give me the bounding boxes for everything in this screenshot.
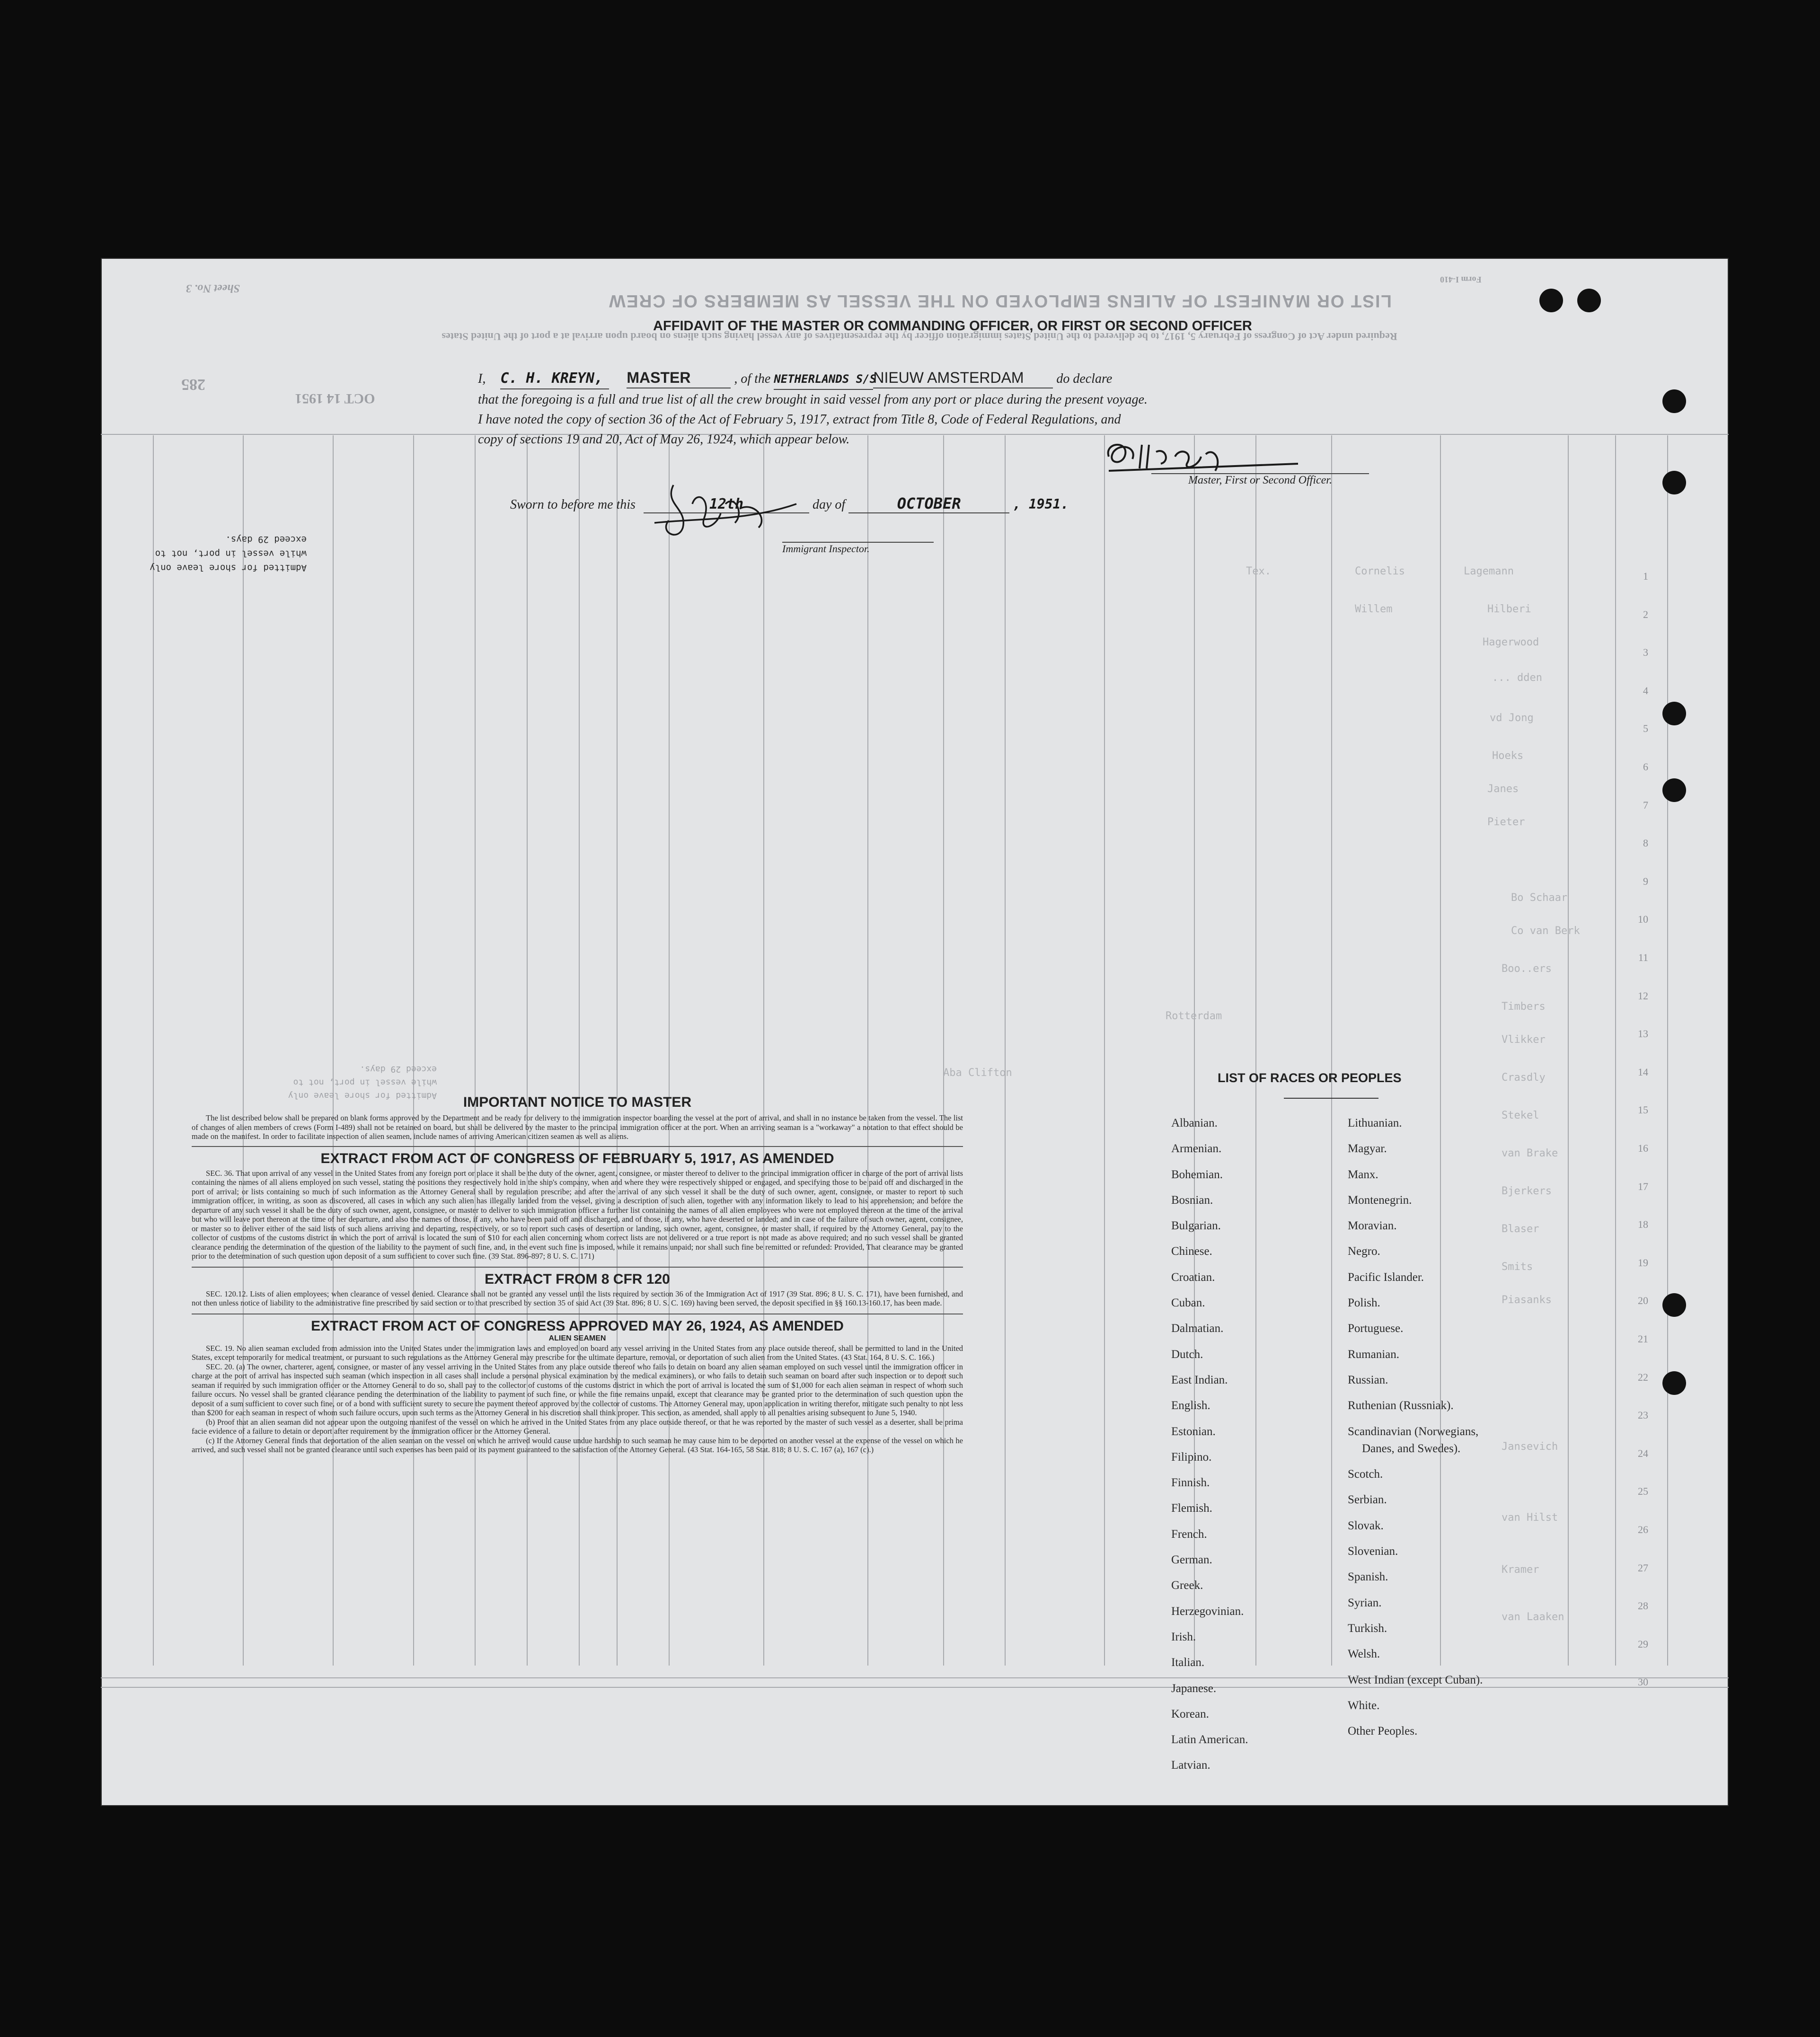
vessel-flag: NETHERLANDS S/S: [774, 369, 873, 390]
race-item: Pacific Islander.: [1348, 1270, 1424, 1284]
race-item: Syrian.: [1348, 1596, 1382, 1609]
ghost-text: Pieter: [1487, 816, 1525, 828]
ghost-text: Crasdly: [1502, 1072, 1546, 1084]
grid-rule: [333, 435, 334, 1666]
ghost-text: Janes: [1487, 783, 1519, 795]
grid-rule: [243, 435, 244, 1666]
extract2-title: EXTRACT FROM 8 CFR 120: [485, 1271, 670, 1287]
race-item: Danes, and Swedes).: [1362, 1442, 1461, 1455]
grid-rule: [475, 435, 476, 1666]
row-number: 8: [1643, 837, 1648, 849]
row-number: 17: [1638, 1180, 1648, 1192]
row-number: 22: [1638, 1371, 1648, 1383]
race-item: Slovenian.: [1348, 1545, 1398, 1558]
race-item: Japanese.: [1171, 1682, 1217, 1695]
race-item: Latin American.: [1171, 1733, 1248, 1746]
race-item: Serbian.: [1348, 1493, 1387, 1507]
ghost-text: Bjerkers: [1502, 1185, 1552, 1197]
ghost-text: ... dden: [1492, 672, 1542, 684]
remarks-stamp-line: Admitted for shore leave only: [150, 563, 307, 573]
race-item: Estonian.: [1171, 1425, 1216, 1438]
row-number: 1: [1643, 570, 1648, 582]
row-number: 29: [1638, 1638, 1648, 1650]
remarks-stamp-line: exceed 29 days.: [360, 1064, 437, 1074]
race-item: Magyar.: [1348, 1142, 1387, 1155]
mirror-stamp-date: OCT 14 1951: [295, 391, 375, 406]
punch-hole: [1662, 702, 1686, 725]
master-name: C. H. KREYN,: [500, 369, 609, 389]
row-number: 9: [1643, 875, 1648, 887]
extract2-text: SEC. 120.12. Lists of alien employees; when clearance of vessel denied. Clearance shall not be granted any vessel until the lists required by section 36 of the Immigration Act of 1917 (39 Stat. 896; 8 U. S. C. 171), have been furnished, and not then unless notice of liability to the administrative fine prescribed by said section or to that prescribed by section 35 of said Act (39 Stat. 896; 8 U. S. C. 169) having been served, the deposit specified in §§ 160.13-160.17, has been made.: [192, 1289, 963, 1307]
row-number: 4: [1643, 684, 1648, 697]
race-item: Manx.: [1348, 1168, 1378, 1181]
remarks-stamp: [127, 532, 307, 575]
mirror-title: LIST OR MANIFEST OF ALIENS EMPLOYED ON THE VESSEL AS MEMBERS OF CREW: [608, 291, 1392, 311]
mirror-sheet-label: Sheet No. 3: [186, 282, 240, 294]
of-the-text: , of the: [734, 371, 771, 386]
vessel-name: NIEUW AMSTERDAM: [873, 368, 1053, 388]
ghost-text: Piasanks: [1502, 1294, 1552, 1306]
ghost-text: Timbers: [1502, 1001, 1546, 1013]
row-number: 3: [1643, 646, 1648, 659]
race-item: Chinese.: [1171, 1245, 1212, 1258]
day-of-text: day of: [812, 497, 846, 512]
grid-rule: [527, 435, 528, 1666]
punch-hole: [1662, 471, 1686, 494]
sworn-year: , 1951.: [1013, 496, 1069, 512]
race-item: White.: [1348, 1699, 1380, 1712]
race-item: Other Peoples.: [1348, 1725, 1418, 1738]
remarks-stamp-line: while vessel in port, not to: [155, 548, 307, 559]
grid-rule: [153, 435, 154, 1666]
ghost-text: Lagemann: [1464, 565, 1514, 577]
mirror-stamp-number: 285: [181, 376, 205, 393]
grid-rule: [669, 435, 670, 1666]
race-item: Russian.: [1348, 1373, 1388, 1386]
row-number: 30: [1638, 1676, 1648, 1688]
row-number: 13: [1638, 1028, 1648, 1040]
grid-rule: [1568, 435, 1569, 1666]
grid-rule: [617, 435, 618, 1666]
row-number: 20: [1638, 1295, 1648, 1307]
extract3-text-3: (b) Proof that an alien seaman did not appear upon the outgoing manifest of the vessel on which he arrived in the United States from any place outside thereof, or that he was reported by the master of such vessel as a deserter, shall be prima facie evidence of a failure to detain or deport after requirement by the immigration officer or the Attorney General.: [192, 1417, 963, 1436]
race-item: Croatian.: [1171, 1270, 1215, 1284]
race-item: Moravian.: [1348, 1219, 1397, 1233]
manifest-sheet: [101, 258, 1729, 1806]
do-declare-text: do declare: [1056, 371, 1113, 386]
legal-text-column: [192, 1094, 963, 1455]
race-item: Montenegrin.: [1348, 1193, 1412, 1207]
grid-rule: [413, 435, 414, 1666]
mirror-form-label: Form I-410: [1440, 275, 1482, 284]
ghost-text: Jansevich: [1502, 1441, 1558, 1453]
punch-hole: [1662, 1371, 1686, 1395]
race-item: Irish.: [1171, 1630, 1196, 1643]
punch-hole: [1662, 1293, 1686, 1317]
races-left-column: [1171, 1111, 1313, 1779]
ghost-text: Rotterdam: [1166, 1010, 1222, 1022]
affidavit-line-3: I have noted the copy of section 36 of the Act of February 5, 1917, extract from Title 8, Code of Federal Regulations, and: [478, 412, 1121, 427]
row-number: 25: [1638, 1485, 1648, 1498]
race-item: Spanish.: [1348, 1570, 1388, 1584]
extract3-text-1: SEC. 19. No alien seaman excluded from admission into the United States under the immigration laws and employed on board any vessel arriving in the United States from any place outside thereof, shall be permitted to land in the United States, except temporarily for medical treatment, or pursuant to such regulations as the Attorney General may prescribe for the ultimate departure, removal, or deportation of such alien from the United States. (43 Stat. 164, 8 U. S. C. 166.): [192, 1343, 963, 1362]
punch-hole: [1539, 289, 1563, 312]
race-item: Welsh.: [1348, 1648, 1380, 1661]
race-item: Ruthenian (Russniak).: [1348, 1399, 1454, 1412]
ghost-text: Smits: [1502, 1261, 1533, 1273]
affidavit-line-4: copy of sections 19 and 20, Act of May 26, 1924, which appear below.: [478, 432, 850, 447]
extract3-text-2: SEC. 20. (a) The owner, charterer, agent, consignee, or master of any vessel arriving in the United States from any place outside thereof who fails to detain on board any alien seaman employed on such vessel until the immigration officer in charge at the port of arrival has inspected such seaman (which inspection in all cases shall include a personal physical examination by the medical examiners), or who fails to detain such seaman on board after such inspection or to deport such seaman if required by such immigration officer or the Attorney General to do so, shall pay to the collector of customs of the customs district in which the port of arrival is located the sum of $1,000 for each alien seaman in respect of whom such failure occurs. No vessel shall be granted clearance pending the determination of the liability to payment of such fine, or while the fine remains unpaid, except that clearance may be granted prior to the determination of such question upon the deposit of a sum sufficient to cover such fine, or of a bond with sufficient surety to secure the payment thereof approved by the collector of customs. The Attorney General may, upon application in writing therefor, mitigate such penalty to not less than $200 for each seaman in respect of whom such failure occurs, upon such terms as the Attorney General in his discretion shall think proper. This section, as amended, shall apply to all penalties arising subsequent to June 5, 1940.: [192, 1362, 963, 1417]
race-item: Polish.: [1348, 1296, 1380, 1310]
ghost-text: vd Jong: [1490, 712, 1534, 724]
row-number: 19: [1638, 1256, 1648, 1269]
notice-title: IMPORTANT NOTICE TO MASTER: [463, 1094, 692, 1110]
race-item: Negro.: [1348, 1245, 1380, 1258]
ghost-text: van Laaken: [1502, 1611, 1564, 1623]
race-item: Dutch.: [1171, 1348, 1203, 1361]
grid-rule: [1104, 435, 1105, 1666]
race-item: Portuguese.: [1348, 1322, 1404, 1335]
row-number: 28: [1638, 1600, 1648, 1612]
race-item: Filipino.: [1171, 1450, 1212, 1464]
row-number: 21: [1638, 1333, 1648, 1345]
ghost-text: Hagerwood: [1483, 636, 1539, 648]
race-item: Cuban.: [1171, 1296, 1205, 1310]
extract3-subtitle: ALIEN SEAMEN: [548, 1334, 606, 1342]
ghost-text: van Brake: [1502, 1147, 1558, 1159]
race-item: Flemish.: [1171, 1502, 1212, 1515]
affidavit-i: I,: [478, 371, 486, 386]
remarks-stamp-line: while vessel in port, not to: [293, 1077, 437, 1087]
master-signature-caption: Master, First or Second Officer.: [1151, 473, 1369, 487]
race-item: Herzegovinian.: [1171, 1605, 1244, 1618]
row-number: 18: [1638, 1218, 1648, 1231]
divider: [192, 1146, 963, 1147]
row-number: 7: [1643, 799, 1648, 811]
race-item: Albanian.: [1171, 1117, 1218, 1129]
grid-rule: [943, 435, 944, 1666]
notice-text: The list described below shall be prepared on blank forms approved by the Department and be ready for delivery to the immigration inspector boarding the vessel at the port of arrival, and shall in no instance be taken from the vessel. The list of changes of alien members of crews (Form I-489) shall not be retained on board, but shall be delivered by the master to the principal immigration officer at the port. When an arriving seaman is a "workaway" a notation to that effect should be made on the manifest. In order to facilitate inspection of alien seamen, include names of arriving American citizen seamen as well as aliens.: [192, 1113, 963, 1141]
row-number: 24: [1638, 1447, 1648, 1459]
race-item: Turkish.: [1348, 1622, 1387, 1635]
row-number: 26: [1638, 1524, 1648, 1535]
race-item: Italian.: [1171, 1656, 1205, 1669]
race-item: Rumanian.: [1348, 1348, 1400, 1361]
grid-rule: [579, 435, 580, 1666]
race-item: Bohemian.: [1171, 1168, 1223, 1181]
race-item: East Indian.: [1171, 1373, 1228, 1386]
row-number: 11: [1638, 952, 1648, 963]
ghost-text: Kramer: [1502, 1564, 1539, 1576]
extract1-title: EXTRACT FROM ACT OF CONGRESS OF FEBRUARY 5, 1917, AS AMENDED: [320, 1150, 834, 1166]
ghost-text: Aba Clifton: [943, 1067, 1012, 1079]
ghost-text: Hilberi: [1487, 603, 1531, 615]
race-item: Bosnian.: [1171, 1193, 1213, 1207]
race-item: German.: [1171, 1553, 1212, 1567]
ghost-text: Blaser: [1502, 1223, 1539, 1235]
race-item: Scandinavian (Norwegians,: [1348, 1425, 1479, 1438]
master-rank: MASTER: [627, 368, 731, 388]
ghost-text: Tex.: [1246, 565, 1271, 577]
row-number: 16: [1638, 1142, 1648, 1154]
race-item: Greek.: [1171, 1579, 1203, 1592]
races-title: LIST OF RACES OR PEOPLES: [1218, 1071, 1402, 1085]
grid-rule: [763, 435, 764, 1666]
race-item: Korean.: [1171, 1707, 1209, 1720]
grid-rule: [1005, 435, 1006, 1666]
ghost-text: Bo Schaar: [1511, 892, 1568, 904]
extract3-title: EXTRACT FROM ACT OF CONGRESS APPROVED MAY 26, 1924, AS AMENDED: [311, 1318, 844, 1334]
punch-hole: [1662, 389, 1686, 413]
sworn-prefix: Sworn to before me this: [510, 497, 636, 512]
remarks-stamp-line: exceed 29 days.: [225, 534, 307, 545]
ghost-text: Stekel: [1502, 1110, 1539, 1121]
extract3-text-4: (c) If the Attorney General finds that deportation of the alien seaman on the vessel on which he arrived would cause undue hardship to such seaman he may cause him to be deported on another vessel at the expense of the vessel on which he arrived, and such vessel shall not be granted clearance until such expenses has been paid or its payment guaranteed to the satisfaction of the Attorney General. (43 Stat. 164-165, 58 Stat. 818; 8 U. S. C. 167 (a), 167 (c).): [192, 1436, 963, 1454]
punch-hole: [1577, 289, 1601, 312]
races-title-rule: [1284, 1098, 1378, 1099]
race-item: West Indian (except Cuban).: [1348, 1673, 1483, 1686]
ghost-text: Co van Berk: [1511, 925, 1580, 937]
row-number: 2: [1643, 608, 1648, 620]
race-item: Dalmatian.: [1171, 1322, 1224, 1335]
row-number: 14: [1638, 1066, 1648, 1078]
ghost-text: Willem: [1355, 603, 1393, 615]
row-number: 5: [1643, 723, 1648, 735]
ghost-text: van Hilst: [1502, 1512, 1558, 1524]
race-item: Finnish.: [1171, 1476, 1210, 1490]
row-number: 23: [1638, 1409, 1648, 1421]
sworn-day: 12th: [644, 496, 809, 513]
race-item: Latvian.: [1171, 1759, 1210, 1772]
row-number: 12: [1638, 989, 1648, 1002]
punch-hole: [1662, 778, 1686, 802]
grid-rule: [867, 435, 868, 1666]
ghost-text: Cornelis: [1355, 565, 1405, 577]
race-item: Bulgarian.: [1171, 1219, 1221, 1233]
remarks-stamp-line: Admitted for shore leave only: [288, 1091, 437, 1101]
mirror-required-text: Required under Act of Congress of February 5, 1917, to be delivered to the United States immigration officer by the representatives of any vessel having such aliens on board upon arrival at a port of the United States: [442, 331, 1397, 343]
row-number: 15: [1638, 1104, 1648, 1116]
row-number: 6: [1643, 761, 1648, 773]
divider: [192, 1267, 963, 1268]
affidavit-title: AFFIDAVIT OF THE MASTER OR COMMANDING OFFICER, OR FIRST OR SECOND OFFICER: [653, 318, 1252, 334]
grid-rule: [1331, 435, 1332, 1666]
grid-rule: [1615, 435, 1616, 1666]
race-item: English.: [1171, 1399, 1210, 1412]
extract1-text: SEC. 36. That upon arrival of any vessel in the United States from any foreign port or place it shall be the duty of the owner, agent, consignee, or master thereof to deliver to the principal immigration officer in charge of the port of arrival lists containing the names of all aliens employed on such vessel, stating the positions they respectively hold in the ship's company, when and where they were respectively shipped or engaged, and specifying those to be paid off and discharged in the port of arrival; or lists containing so much of such information as the Attorney General shall by regulation prescribe; and after the arrival of any such vessel it shall be the duty of such owner, agent, consignee, or master to report to such immigration officer, in writing, as soon as discovered, all cases in which any such alien has illegally landed from the vessel, giving a description of such alien, together with any information likely to lead to his apprehension; and before the departure of any such vessel it shall be the duty of such owner, agent, consignee, or master to deliver to such immigration officer a further list containing the names of all alien employees who were not employed thereon at the time of the arrival but who will leave port thereon at the time of her departure, and also the names of those, if any, who have been paid off and discharged, and of those, if any, who have deserted or landed; and in case of the failure of such owner, agent, consignee, or master so to deliver either of the said lists of such aliens arriving and departing, respectively, or so to report such cases of desertion or landing, such owner, agent, consignee, or master shall, if required by the Attorney General, pay to the collector of customs of the customs district in which the port of arrival is located the sum of $10 for each alien concerning whom correct lists are not delivered or a true report is not made as above required; and no such vessel shall be granted clearance pending the determination of the question of the liability to the payment of such fine, and, in the event such fine is imposed, while it remains unpaid; nor shall such fine be remitted or refunded: Provided, That clearance may be granted prior to the determination of such question upon deposit of a sum sufficient to cover such fine. (39 Stat. 896-897; 8 U. S. C. 171): [192, 1168, 963, 1261]
ghost-text: Vlikker: [1502, 1034, 1546, 1046]
ghost-text: Hoeks: [1492, 750, 1524, 762]
sworn-month: OCTOBER: [848, 494, 1009, 513]
affidavit-line-2: that the foregoing is a full and true list of all the crew brought in said vessel from any port or place during the present voyage.: [478, 392, 1148, 407]
race-item: Lithuanian.: [1348, 1117, 1402, 1129]
races-right-column: [1348, 1111, 1546, 1744]
race-item: Armenian.: [1171, 1142, 1222, 1155]
grid-rule: [1667, 435, 1668, 1666]
race-item: French.: [1171, 1527, 1207, 1541]
inspector-caption: Immigrant Inspector.: [782, 542, 934, 555]
ghost-text: Boo..ers: [1502, 963, 1552, 975]
race-item: Scotch.: [1348, 1468, 1383, 1481]
row-number: 27: [1638, 1561, 1648, 1574]
race-item: Slovak.: [1348, 1519, 1384, 1532]
row-number: 10: [1638, 913, 1648, 926]
inspector-signature: [645, 476, 801, 547]
